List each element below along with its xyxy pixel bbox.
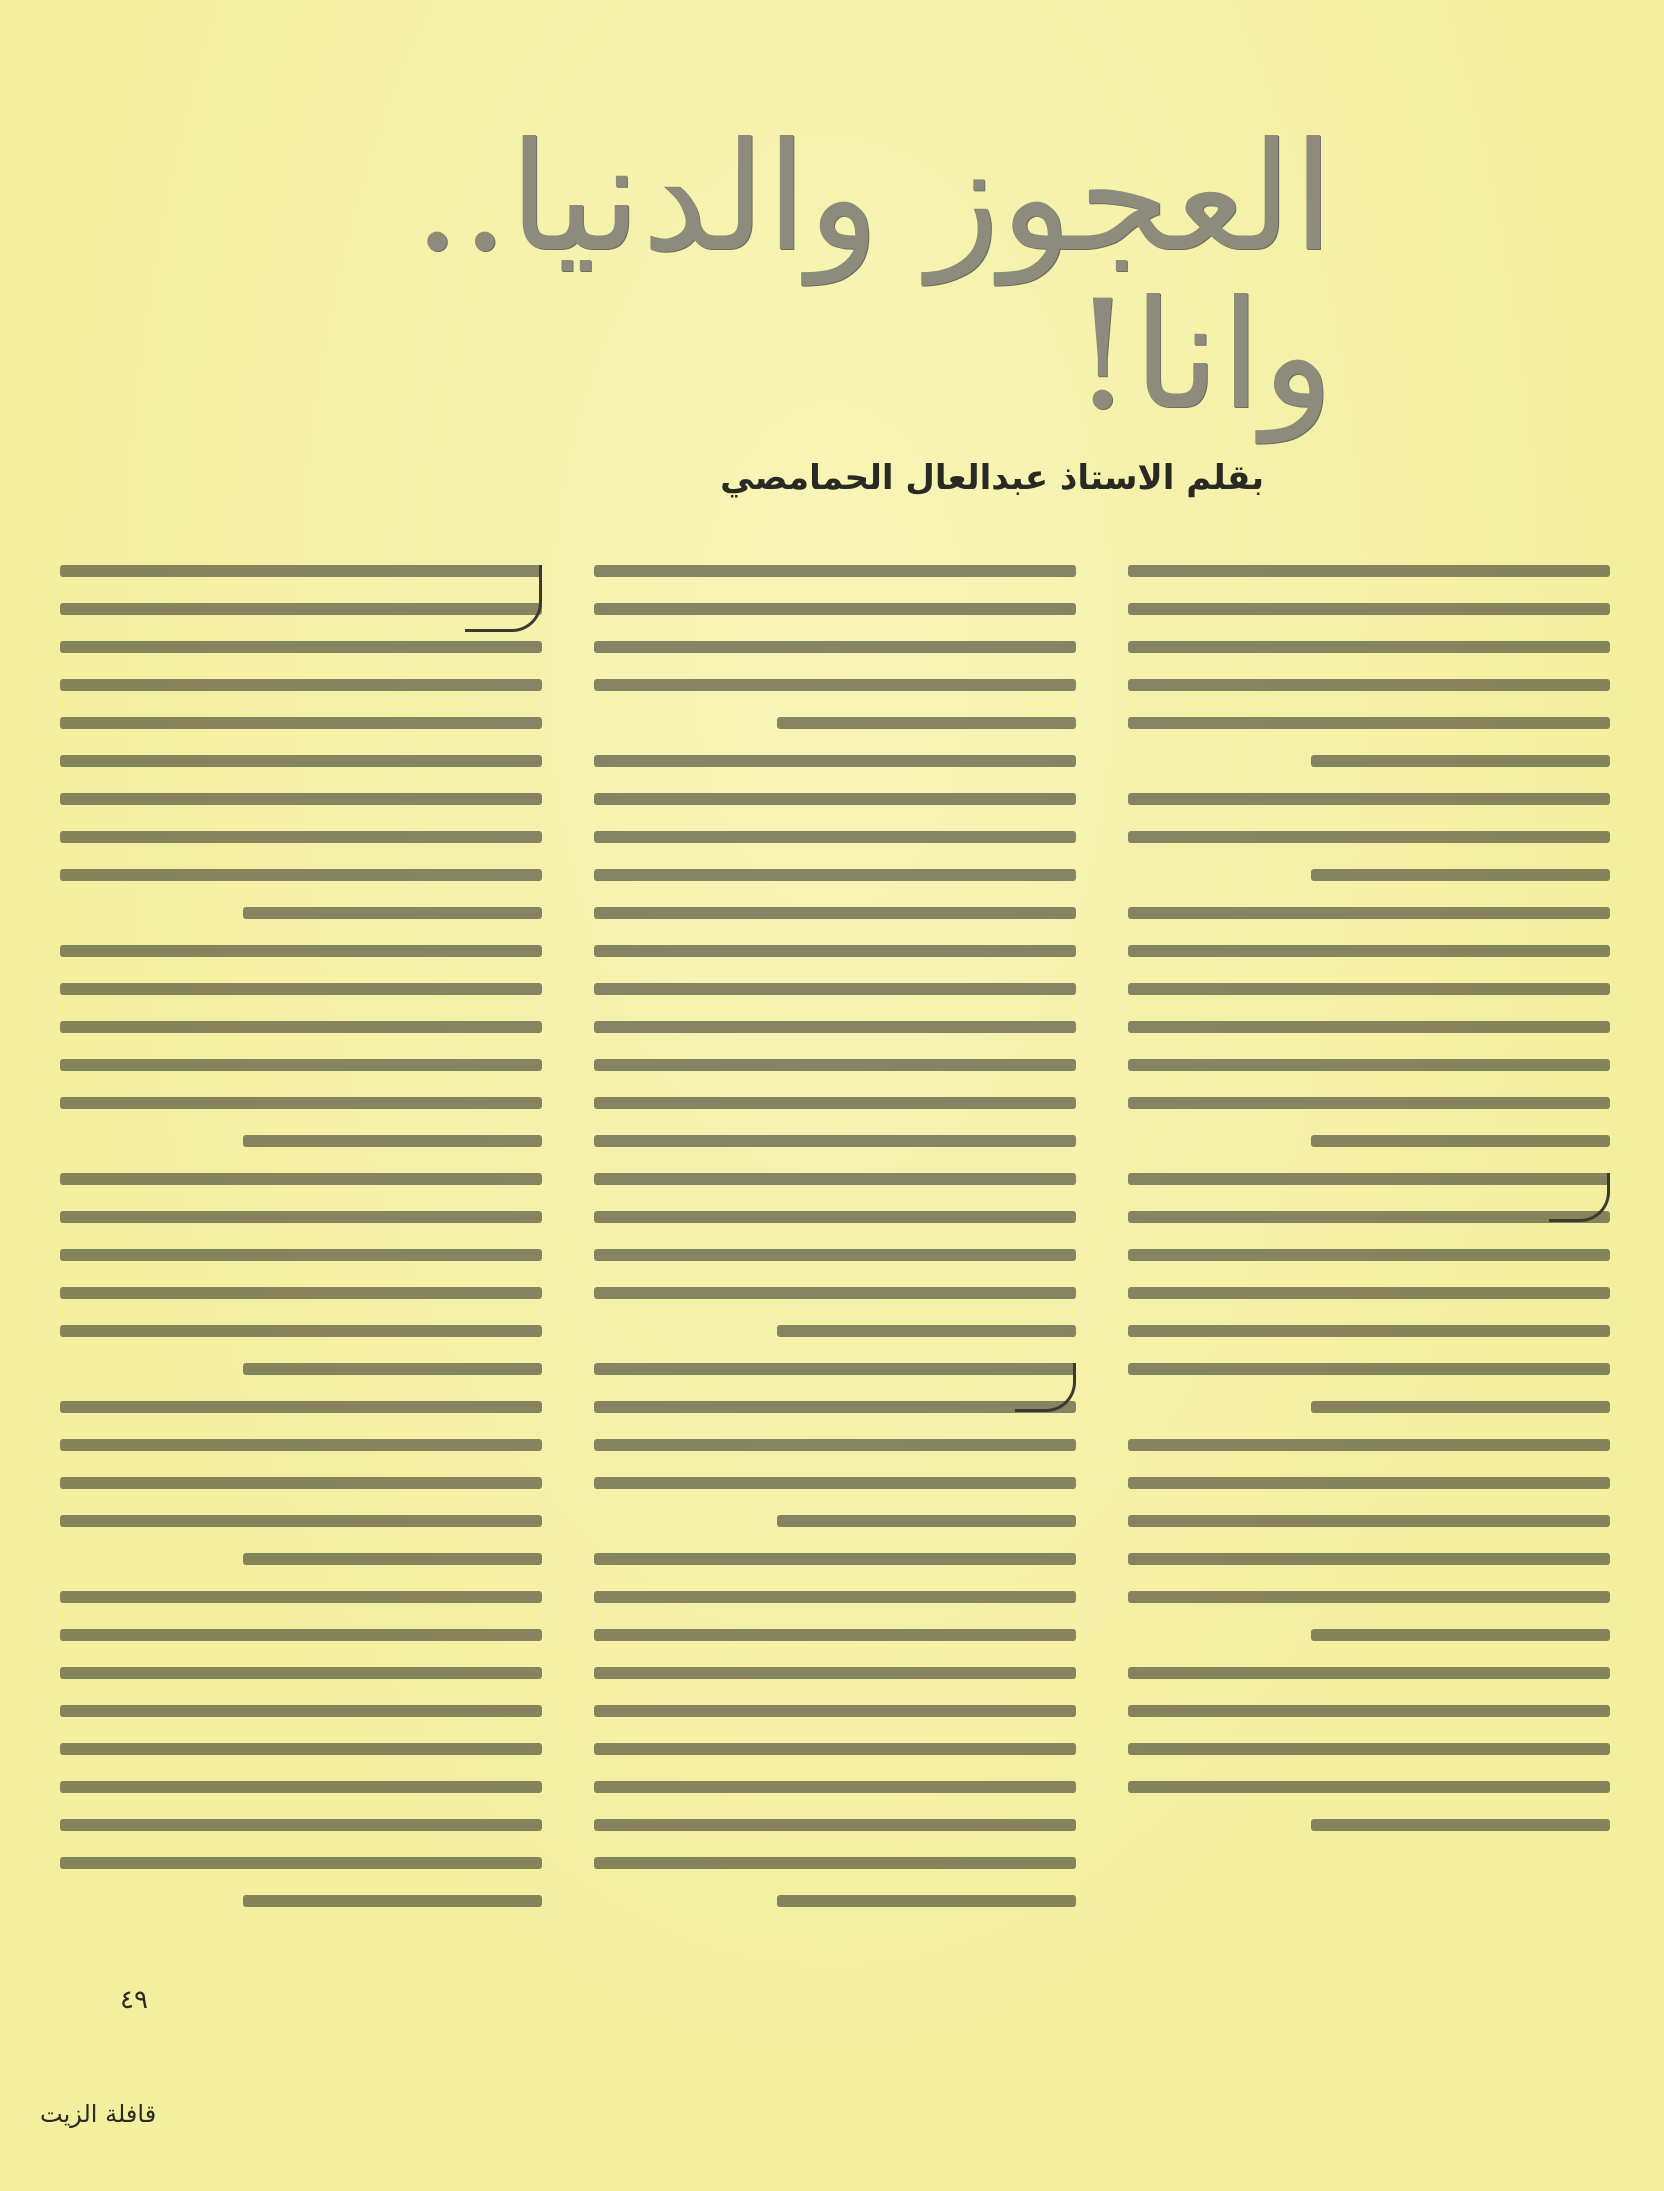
text-line	[60, 945, 542, 957]
text-line	[243, 1553, 542, 1565]
text-line	[1128, 1249, 1610, 1261]
text-line	[594, 1439, 1076, 1451]
text-line	[594, 1173, 1076, 1185]
text-line	[1311, 1629, 1610, 1641]
text-line	[594, 1629, 1076, 1641]
text-line	[594, 907, 1076, 919]
text-line	[60, 793, 542, 805]
text-line	[1311, 755, 1610, 767]
text-line	[594, 1819, 1076, 1831]
text-line	[594, 1097, 1076, 1109]
text-line	[1128, 603, 1610, 615]
text-line	[1311, 869, 1610, 881]
text-line	[60, 1743, 542, 1755]
text-line	[594, 1705, 1076, 1717]
text-line	[1128, 1515, 1610, 1527]
text-line	[60, 869, 542, 881]
text-line	[777, 1515, 1076, 1527]
text-line	[777, 1325, 1076, 1337]
article-body	[60, 565, 1610, 1975]
text-line	[60, 1477, 542, 1489]
text-line	[1128, 1477, 1610, 1489]
text-line	[60, 1591, 542, 1603]
text-line	[1128, 1059, 1610, 1071]
text-line	[594, 1059, 1076, 1071]
text-line	[594, 755, 1076, 767]
text-line	[60, 1439, 542, 1451]
text-line	[1311, 1401, 1610, 1413]
text-line	[60, 1781, 542, 1793]
text-line	[1128, 945, 1610, 957]
text-line	[594, 793, 1076, 805]
text-line	[60, 1705, 542, 1717]
text-line	[594, 1667, 1076, 1679]
text-line	[1128, 1743, 1610, 1755]
text-line	[777, 1895, 1076, 1907]
text-line	[594, 1477, 1076, 1489]
text-line	[60, 679, 542, 691]
text-line	[594, 565, 1076, 577]
text-line	[60, 1667, 542, 1679]
text-line	[1128, 907, 1610, 919]
text-line	[243, 1363, 542, 1375]
text-line	[594, 1249, 1076, 1261]
text-line	[594, 1553, 1076, 1565]
text-line	[60, 831, 542, 843]
text-line	[1128, 641, 1610, 653]
text-line	[60, 755, 542, 767]
text-line	[1128, 1591, 1610, 1603]
text-line	[1128, 1553, 1610, 1565]
text-line	[1128, 1705, 1610, 1717]
text-line	[1128, 1211, 1610, 1223]
text-line	[60, 1629, 542, 1641]
text-line	[594, 1021, 1076, 1033]
text-line	[1128, 793, 1610, 805]
page-number: ٤٩	[120, 1985, 148, 2015]
text-line	[594, 1135, 1076, 1147]
text-line	[1128, 1781, 1610, 1793]
text-line	[60, 1211, 542, 1223]
text-line	[243, 1895, 542, 1907]
text-line	[594, 1211, 1076, 1223]
text-line	[594, 1287, 1076, 1299]
text-line	[594, 945, 1076, 957]
text-line	[594, 1591, 1076, 1603]
text-line	[777, 717, 1076, 729]
dropcap-1	[465, 565, 542, 632]
text-line	[1128, 1173, 1610, 1185]
text-line	[1311, 1819, 1610, 1831]
text-line	[60, 1857, 542, 1869]
text-line	[594, 869, 1076, 881]
text-line	[594, 983, 1076, 995]
text-line	[594, 831, 1076, 843]
text-line	[594, 1743, 1076, 1755]
text-line	[594, 1401, 1076, 1413]
text-line	[594, 603, 1076, 615]
text-line	[1128, 1287, 1610, 1299]
text-line	[60, 1173, 542, 1185]
text-line	[594, 1857, 1076, 1869]
text-line	[60, 1325, 542, 1337]
text-line	[60, 1059, 542, 1071]
text-line	[243, 1135, 542, 1147]
text-line	[594, 679, 1076, 691]
text-line	[60, 717, 542, 729]
text-line	[1128, 1667, 1610, 1679]
text-line	[1128, 565, 1610, 577]
text-line	[1128, 1363, 1610, 1375]
text-line	[594, 641, 1076, 653]
article-byline: بقلم الاستاذ عبدالعال الحمامصي	[720, 458, 1264, 498]
text-line	[1128, 1439, 1610, 1451]
text-line	[1128, 1021, 1610, 1033]
text-line	[1128, 1325, 1610, 1337]
text-line	[1128, 831, 1610, 843]
text-line	[60, 1401, 542, 1413]
text-line	[1311, 1135, 1610, 1147]
text-line	[594, 1363, 1076, 1375]
text-line	[60, 983, 542, 995]
text-line	[243, 907, 542, 919]
publication-footer: قافلة الزيت	[40, 2100, 157, 2128]
text-line	[1128, 1097, 1610, 1109]
text-line	[60, 1249, 542, 1261]
column-right	[60, 565, 542, 1975]
text-line	[60, 1287, 542, 1299]
text-line	[1128, 983, 1610, 995]
text-line	[1128, 717, 1610, 729]
column-left	[1128, 565, 1610, 1975]
text-line	[594, 1781, 1076, 1793]
text-line	[60, 1819, 542, 1831]
text-line	[60, 1021, 542, 1033]
article-title: العجوز والدنيا.. وانا!	[413, 111, 1334, 443]
text-line	[60, 1515, 542, 1527]
column-middle	[594, 565, 1076, 1975]
text-line	[60, 1097, 542, 1109]
text-line	[1128, 679, 1610, 691]
text-line	[60, 641, 542, 653]
